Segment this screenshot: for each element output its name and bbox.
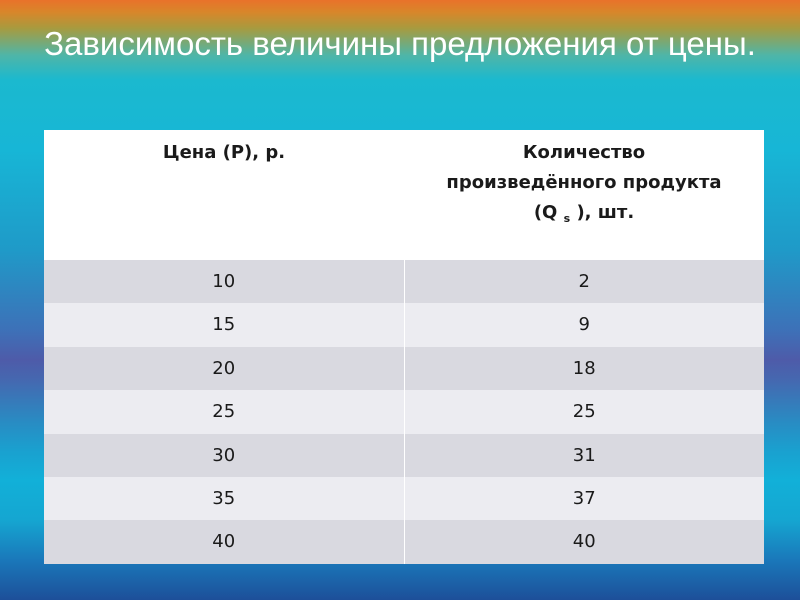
table-row [44,303,764,346]
quantity-cell: 9 [578,314,590,336]
price-cell: 10 [44,260,405,303]
price-cell: 35 [44,477,405,520]
quantity-cell: 18 [572,357,596,379]
quantity-cell: 40 [572,531,596,553]
table-row [44,260,764,303]
header-quantity [404,130,764,260]
table-row [44,520,764,563]
header-quantity-open: (Q [533,202,558,223]
price-cell: 15 [44,303,405,346]
table-row [44,434,764,477]
price-cell: 20 [44,347,405,390]
price-cell: 30 [44,434,405,477]
quantity-cell: 2 [578,271,590,292]
header-quantity-line3 [404,198,764,234]
header-quantity-subscript: s [563,212,571,225]
header-price: Цена (P), р. [162,142,286,163]
table-row [44,347,764,390]
header-quantity-line2: произведённого продукта [446,172,722,193]
table-row [44,477,764,520]
slide-title: Зависимость величины предложения от цены. [44,25,756,62]
table-header-row [44,130,764,260]
quantity-cell: 37 [572,487,596,509]
table-row [44,390,764,433]
price-cell: 25 [44,390,405,433]
header-quantity-line1: Количество [522,142,646,163]
quantity-cell: 31 [572,444,596,466]
quantity-cell: 25 [572,401,596,423]
supply-table [44,130,764,564]
price-cell: 40 [44,520,405,563]
header-quantity-close: ), шт. [570,202,635,223]
